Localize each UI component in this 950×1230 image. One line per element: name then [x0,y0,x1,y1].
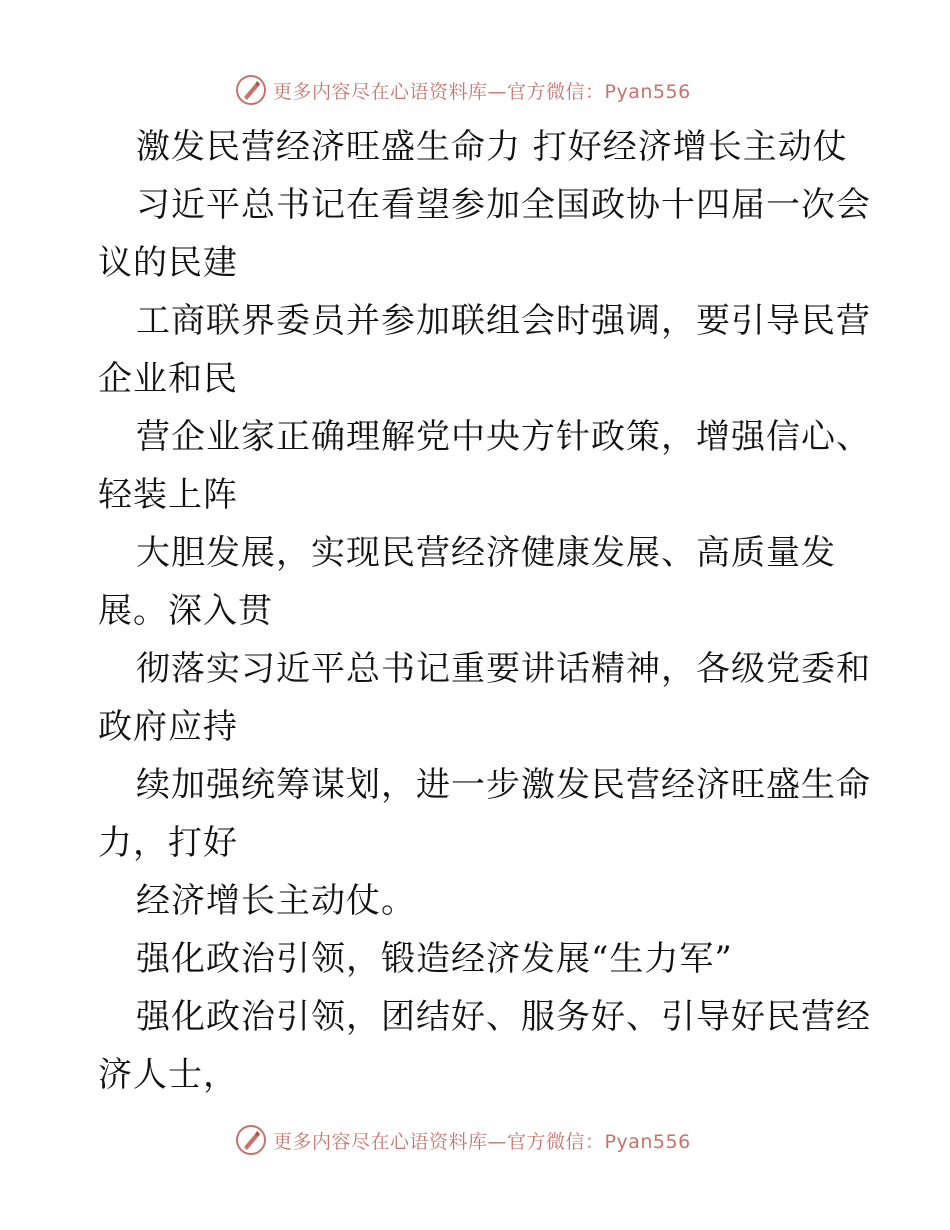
paragraph-line: 力，打好 [98,823,238,863]
paragraph-line: 展。深入贯 [98,591,273,631]
paragraph-line: 营企业家正确理解党中央方针政策，增强信心、 [136,417,871,457]
paragraph-line: 强化政治引领，团结好、服务好、引导好民营经 [136,997,871,1037]
paragraph-line: 彻落实习近平总书记重要讲话精神，各级党委和 [136,649,871,689]
paragraph-line: 企业和民 [98,359,238,399]
document-title: 激发民营经济旺盛生命力 打好经济增长主动仗 [136,127,848,167]
watermark-header [235,73,715,107]
paragraph-line: 习近平总书记在看望参加全国政协十四届一次会 [136,185,871,225]
paragraph-line: 经济增长主动仗。 [136,881,416,921]
paragraph-line: 续加强统筹谋划，进一步激发民营经济旺盛生命 [136,765,871,805]
paragraph-line: 济人士， [98,1055,238,1095]
section-heading: 强化政治引领，锻造经济发展“生力军” [136,939,733,979]
paragraph-line: 大胆发展，实现民营经济健康发展、高质量发 [136,533,836,573]
document-body [98,118,871,1104]
paragraph-line: 政府应持 [98,707,238,747]
pen-logo-icon [235,74,267,106]
watermark-text: 更多内容尽在心语资料库—官方微信：Pyan556 [273,80,691,103]
pen-logo-icon [235,1124,267,1156]
watermark-text: 更多内容尽在心语资料库—官方微信：Pyan556 [273,1130,691,1153]
paragraph-line: 议的民建 [98,243,238,283]
paragraph-line: 轻装上阵 [98,475,238,515]
watermark-footer [235,1123,715,1157]
paragraph-line: 工商联界委员并参加联组会时强调，要引导民营 [136,301,871,341]
